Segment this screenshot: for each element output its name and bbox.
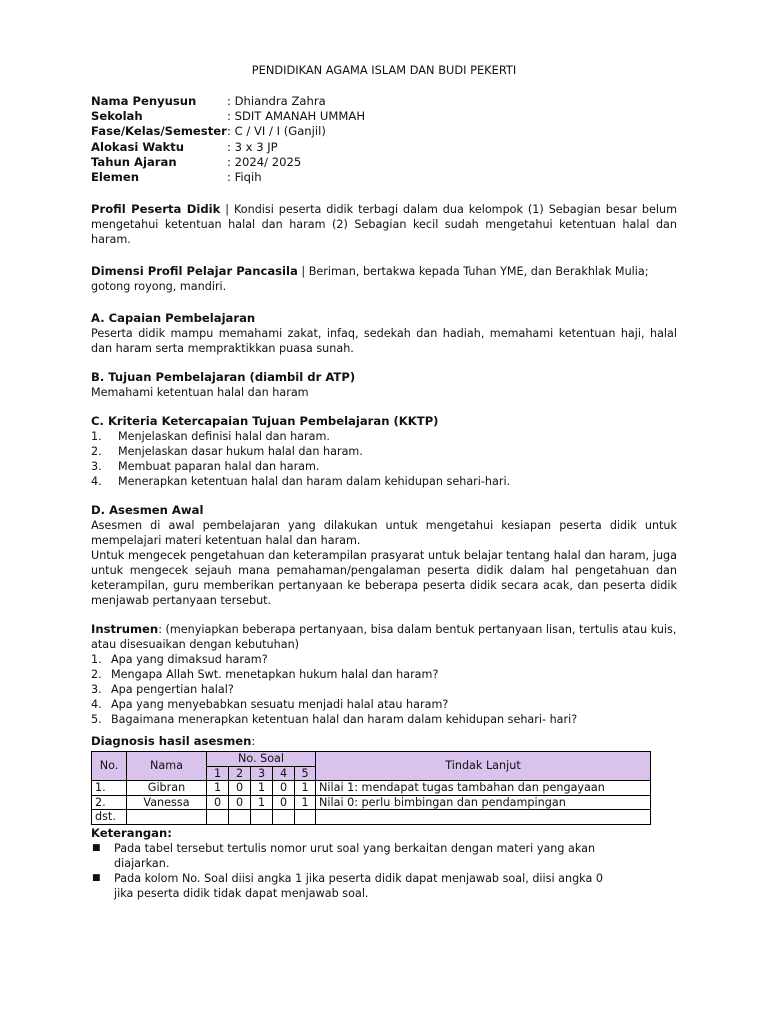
profil-text: Kondisi peserta didik terbagi dalam dua kelompok (1) Sebagian besar belum mengetahui ketentuan halal dan haram (2) Sebagian kecil sudah mengetahui ketentuan halal dan haram.	[91, 203, 677, 247]
header-soal-number: 1	[207, 766, 229, 781]
meta-value: : SDIT AMANAH UMMAH	[227, 109, 366, 124]
list-item	[91, 652, 677, 667]
cell-nama	[127, 810, 207, 825]
diagnosis-heading-colon: :	[251, 734, 256, 749]
capaian-text: Peserta didik mampu memahami zakat, infaq, sedekah dan hadiah, memahami ketentuan haji, halal dan haram serta mempraktikkan puasa sunah.	[91, 327, 677, 356]
list-text: Menjelaskan definisi halal dan haram.	[118, 430, 330, 444]
meta-row-nama-penyusun	[91, 94, 677, 109]
kktp-heading: C. Kriteria Ketercapaian Tujuan Pembelajaran (KKTP)	[91, 414, 439, 429]
section-keterangan	[91, 826, 677, 901]
document-title: PENDIDIKAN AGAMA ISLAM DAN BUDI PEKERTI	[251, 63, 517, 77]
cell-tindak-lanjut	[316, 810, 651, 825]
meta-row-alokasi-waktu	[91, 140, 677, 155]
list-text: Menerapkan ketentuan halal dan haram dalam kehidupan sehari-hari.	[118, 475, 511, 489]
meta-row-fase-kelas-semester	[91, 124, 677, 139]
list-item	[91, 841, 677, 871]
header-soal-number: 4	[273, 766, 295, 781]
keterangan-list	[91, 841, 677, 901]
dimensi-text: Beriman, bertakwa kepada Tuhan YME, dan Berakhlak Mulia; gotong royong, mandiri.	[91, 265, 649, 294]
cell-nama: Vanessa	[127, 795, 207, 810]
header-soal-number: 5	[295, 766, 316, 781]
list-number: 2.	[91, 445, 102, 459]
asesmen-paragraph-2: Untuk mengecek pengetahuan dan keterampilan prasyarat untuk belajar tentang halal dan haram, juga untuk mengecek sejauh mana pemahaman/pengalaman peserta didik dalam hal pengetahuan dan keterampilan, guru memberikan pertanyaan ke beberapa peserta didik secara acak, dan peserta didik menjawab pertanyaan tersebut.	[91, 549, 677, 608]
meta-row-sekolah	[91, 109, 677, 124]
list-number: 4.	[91, 475, 102, 489]
header-nama: Nama	[127, 752, 207, 781]
list-text: Mengapa Allah Swt. menetapkan hukum halal dan haram?	[111, 668, 439, 682]
diagnosis-table	[91, 751, 651, 825]
dimensi-label: Dimensi Profil Pelajar Pancasila	[91, 264, 298, 279]
list-text: Bagaimana menerapkan ketentuan halal dan haram dalam kehidupan sehari- hari?	[111, 713, 578, 727]
cell-score	[273, 810, 295, 825]
list-number: 4.	[91, 698, 102, 712]
cell-no: 1.	[92, 781, 127, 796]
cell-score	[229, 810, 251, 825]
header-soal-number: 2	[229, 766, 251, 781]
header-no-soal: No. Soal	[207, 752, 316, 767]
keterangan-heading: Keterangan:	[91, 825, 172, 840]
list-text: Apa yang menyebabkan sesuatu menjadi halal atau haram?	[111, 698, 449, 712]
header-tindak-lanjut: Tindak Lanjut	[316, 752, 651, 781]
cell-nama: Gibran	[127, 781, 207, 796]
asesmen-paragraph-1: Asesmen di awal pembelajaran yang dilakukan untuk mengetahui kesiapan peserta didik untuk mempelajari materi ketentuan halal dan haram.	[91, 519, 677, 548]
list-text: Pada tabel tersebut tertulis nomor urut soal yang berkaitan dengan materi yang akan diajarkan.	[114, 841, 596, 870]
cell-score: 1	[207, 781, 229, 796]
cell-score: 1	[295, 795, 316, 810]
diagnosis-heading-text: Diagnosis hasil asesmen	[91, 734, 252, 749]
meta-label: Elemen	[91, 170, 139, 185]
tujuan-text: Memahami ketentuan halal dan haram	[91, 386, 309, 400]
meta-label: Alokasi Waktu	[91, 139, 185, 154]
cell-score: 0	[273, 781, 295, 796]
meta-value: : 3 x 3 JP	[227, 139, 278, 154]
section-capaian	[91, 311, 677, 356]
identity-block	[91, 94, 677, 185]
cell-score	[207, 810, 229, 825]
section-instrumen	[91, 622, 677, 727]
profil-label: Profil Peserta Didik	[91, 202, 221, 217]
cell-score: 1	[251, 795, 273, 810]
dimensi-separator: |	[297, 265, 309, 279]
asesmen-heading: D. Asesmen Awal	[91, 503, 204, 518]
list-item	[91, 459, 677, 474]
meta-row-elemen	[91, 170, 677, 185]
cell-score: 0	[229, 795, 251, 810]
diagnosis-heading	[91, 734, 677, 749]
table-row	[92, 781, 651, 796]
instrumen-intro	[91, 622, 677, 652]
table-row	[92, 810, 651, 825]
list-number: 3.	[91, 683, 102, 697]
list-number: 5.	[91, 713, 102, 727]
cell-score: 1	[251, 781, 273, 796]
cell-score	[251, 810, 273, 825]
instrumen-text: : (menyiapkan beberapa pertanyaan, bisa dalam bentuk pertanyaan lisan, tertulis atau kuis, atau disesuaikan dengan kebutuhan)	[91, 623, 677, 652]
kktp-list	[91, 429, 677, 489]
dimensi-profil	[91, 264, 677, 294]
cell-no: 2.	[92, 795, 127, 810]
meta-value: : 2024/ 2025	[227, 154, 302, 169]
capaian-heading: A. Capaian Pembelajaran	[91, 311, 256, 326]
tujuan-heading: B. Tujuan Pembelajaran (diambil dr ATP)	[91, 370, 356, 385]
header-no: No.	[92, 752, 127, 781]
list-item	[91, 697, 677, 712]
list-item	[91, 429, 677, 444]
list-text: Apa pengertian halal?	[111, 683, 234, 697]
document-content	[91, 63, 677, 901]
profil-peserta-didik	[91, 202, 677, 247]
cell-score: 0	[229, 781, 251, 796]
list-text: Membuat paparan halal dan haram.	[118, 460, 320, 474]
list-item	[91, 871, 677, 901]
cell-tindak-lanjut: Nilai 0: perlu bimbingan dan pendampingan	[316, 795, 651, 810]
header-soal-number: 3	[251, 766, 273, 781]
cell-score: 1	[295, 781, 316, 796]
meta-row-tahun-ajaran	[91, 155, 677, 170]
list-item	[91, 682, 677, 697]
table-row	[92, 795, 651, 810]
list-number: 3.	[91, 460, 102, 474]
cell-score: 0	[207, 795, 229, 810]
instrumen-label: Instrumen	[91, 622, 159, 637]
meta-label: Fase/Kelas/Semester	[91, 124, 227, 139]
bullet-square-icon: ■	[92, 842, 101, 853]
meta-label: Tahun Ajaran	[91, 154, 177, 169]
list-text: Apa yang dimaksud haram?	[111, 653, 268, 667]
list-number: 1.	[91, 653, 102, 667]
meta-value: : C / VI / I (Ganjil)	[227, 124, 326, 139]
cell-no: dst.	[92, 810, 127, 825]
cell-score: 0	[273, 795, 295, 810]
list-number: 1.	[91, 430, 102, 444]
list-item	[91, 474, 677, 489]
list-number: 2.	[91, 668, 102, 682]
table-header-row	[92, 752, 651, 767]
meta-value: : Dhiandra Zahra	[227, 94, 326, 108]
list-item	[91, 667, 677, 682]
list-text: Pada kolom No. Soal diisi angka 1 jika peserta didik dapat menjawab soal, diisi angka 0 jika peserta didik tidak dapat menjawab soal.	[114, 871, 603, 900]
meta-label: Nama Penyusun	[91, 94, 197, 108]
list-item	[91, 712, 677, 727]
cell-tindak-lanjut: Nilai 1: mendapat tugas tambahan dan pengayaan	[316, 781, 651, 796]
meta-label: Sekolah	[91, 109, 143, 124]
section-asesmen-awal	[91, 503, 677, 608]
cell-score	[295, 810, 316, 825]
list-item	[91, 444, 677, 459]
meta-value: : Fiqih	[227, 170, 262, 185]
section-tujuan	[91, 370, 677, 400]
section-kktp	[91, 414, 677, 489]
profil-separator: |	[220, 203, 234, 217]
bullet-square-icon: ■	[92, 872, 101, 883]
section-diagnosis	[91, 734, 677, 825]
instrumen-question-list	[91, 652, 677, 727]
list-text: Menjelaskan dasar hukum halal dan haram.	[118, 445, 363, 459]
